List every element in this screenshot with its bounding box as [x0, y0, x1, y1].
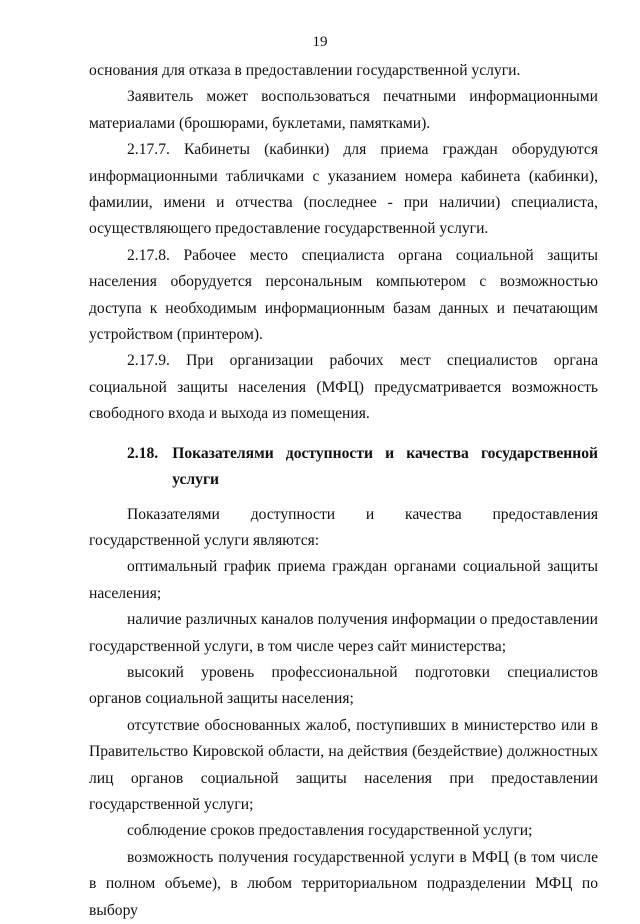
paragraph-indicator-deadlines: соблюдение сроков предоставления государственной услуги; [127, 822, 533, 840]
paragraph-indicator-complaints: отсутствие обоснованных жалоб, поступивших в министерство или в Правительство Кировской области, на действия (бездействие) должностных лиц органов социальной защиты населения при предоставлении государственной услуги; [89, 716, 598, 813]
section-heading-title: Показателями доступности и качества государственной услуги [172, 444, 598, 489]
paragraph-2-17-9: 2.17.9. При организации рабочих мест специалистов органа социальной защиты населения (МФЦ) предусматривается возможность свободного входа и выхода из помещения. [89, 352, 598, 423]
page-number: 19 [312, 34, 328, 50]
paragraph-info-materials: Заявитель может воспользоваться печатными информационными материалами (брошюрами, буклетами, памятками). [89, 88, 598, 132]
paragraph-indicator-training: высокий уровень профессиональной подготовки специалистов органов социальной защиты населения; [89, 663, 598, 708]
paragraph-indicator-schedule: оптимальный график приема граждан органами социальной защиты населения; [89, 558, 598, 602]
document-body [89, 58, 598, 924]
paragraph-indicator-channels: наличие различных каналов получения информации о предоставлении государственной услуги, в том числе через сайт министерства; [89, 611, 598, 655]
paragraph-indicator-mfc: возможность получения государственной услуги в МФЦ (в том числе в полном объеме), в любом территориальном подразделении МФЦ по выбору [89, 848, 598, 919]
paragraph-2-17-7: 2.17.7. Кабинеты (кабинки) для приема граждан оборудуются информационными табличками с указанием номера кабинета (кабинки), фамилии, имени и отчества (последнее - при наличии) специалиста, осуществляющего предоставление государственной услуги. [89, 141, 598, 238]
section-heading-number: 2.18. [127, 444, 159, 462]
paragraph-continuation: основания для отказа в предоставлении государственной услуги. [89, 62, 521, 79]
section-heading-2-18 [89, 441, 598, 494]
paragraph-indicators-intro: Показателями доступности и качества предоставления государственной услуги являются: [89, 505, 598, 549]
paragraph-2-17-8: 2.17.8. Рабочее место специалиста органа социальной защиты населения оборудуется персональным компьютером с возможностью доступа к необходимым информационным базам данных и печатающим устройством (принтером). [89, 246, 598, 344]
